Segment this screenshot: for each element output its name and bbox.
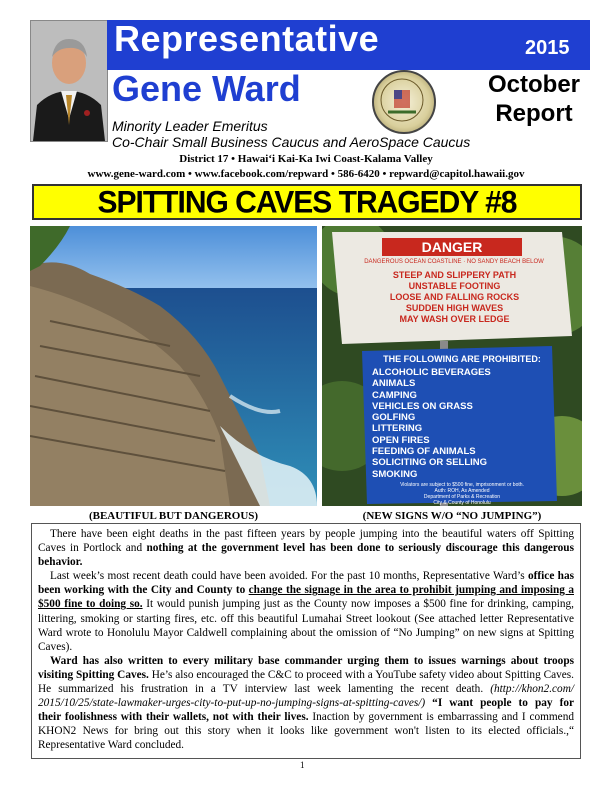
- headline-banner: [32, 184, 582, 220]
- danger-line: LOOSE AND FALLING ROCKS: [389, 292, 520, 302]
- paragraph-3: [38, 654, 574, 753]
- prohibited-item: LITTERING: [372, 423, 423, 435]
- article-body: [31, 523, 581, 759]
- prohibited-footer: Violators are subject to $500 fine, imprisonment or both.: [400, 481, 524, 488]
- p2-bold: office has been working with the City and County to: [38, 570, 574, 597]
- prohibited-item: GOLFING: [372, 412, 416, 424]
- prohibited-sign: [372, 354, 552, 506]
- report-year: 2015: [525, 37, 570, 59]
- danger-line: MAY WASH OVER LEDGE: [399, 314, 510, 324]
- state-seal-icon: [372, 70, 436, 134]
- danger-sign: DANGER: [421, 239, 483, 255]
- danger-line: UNSTABLE FOOTING: [408, 281, 501, 291]
- prohibited-footer: City & County of Honolulu: [433, 499, 491, 506]
- danger-line: SUDDEN HIGH WAVES: [405, 303, 504, 313]
- prohibited-item: ALCOHOLIC BEVERAGES: [372, 367, 491, 378]
- p1-text: There have been eight deaths in the past fifteen years by people jumping into the beautiful waters off Spitting Caves in Portlock and: [38, 528, 574, 555]
- prohibited-item: OPEN FIRES: [372, 434, 430, 446]
- p3-quote: “I want people to pay for their foolishness with their wallets, not with their lives.: [38, 697, 574, 724]
- p2-underline: change the signage in the area to prohibit jumping and imposing a $500 fine to doing so.: [38, 584, 574, 611]
- prohibited-item: VEHICLES ON GRASS: [372, 400, 473, 412]
- title-name: Gene Ward: [112, 68, 301, 109]
- report-month: October: [487, 71, 580, 98]
- prohibited-item: CAMPING: [372, 389, 417, 401]
- left-photo-caption: (BEAUTIFUL BUT DANGEROUS): [88, 510, 259, 522]
- subtitle-caucus: Co-Chair Small Business Caucus and AeroSpace Caucus: [112, 134, 471, 150]
- p3-link[interactable]: (http://khon2.com/ 2015/10/25/state-lawmaker-urges-city-to-put-up-no-jumping-signs-at-spitting-caves/): [38, 683, 574, 710]
- report-label: [478, 70, 590, 128]
- coastline-photo: [30, 226, 317, 506]
- danger-line: STEEP AND SLIPPERY PATH: [392, 270, 517, 280]
- right-photo-caption: (NEW SIGNS W/O “NO JUMPING”): [362, 510, 542, 522]
- p2-text: Last week’s most recent death could have been avoided. For the past 10 months, Representative Ward’s: [50, 570, 528, 583]
- headline: SPITTING CAVES TRAGEDY #8: [97, 185, 517, 220]
- prohibited-heading: THE FOLLOWING ARE PROHIBITED:: [383, 354, 541, 364]
- report-word: Report: [495, 100, 573, 127]
- paragraph-1: [38, 527, 574, 569]
- prohibited-footer: Auth: ROH, As Amended: [434, 487, 490, 494]
- signs-photo: [322, 226, 582, 506]
- p3-bold: Ward has also written to every military base commander urging them to issues warnings about troops visiting Spitting Caves.: [38, 654, 574, 681]
- prohibited-item: SMOKING: [372, 468, 418, 480]
- p3-text: He’s also encouraged the C&C to proceed with a YouTube safety video about Spitting Caves. He summarized his frustration in a TV interview last week lamenting the recent death.: [38, 668, 574, 696]
- p2-text-rest: It would punish jumping just as the County now imposes a $500 fine for drinking, camping, littering, smoking or starting fires, etc. off this beautiful Lumahai Street lookout (See attached letter Representative Ward wrote to Honolulu Mayor Caldwell complaining about the omission of “No Jumping” on new signs at Spitting Caves).: [38, 598, 574, 653]
- danger-sign-lines: [342, 270, 567, 325]
- prohibited-item: ANIMALS: [372, 378, 416, 390]
- representative-portrait: [30, 20, 108, 142]
- page-number: 1: [300, 760, 305, 770]
- p3-text-end: Inaction by government is embarrassing and I commend KHON2 News for bring out this story when it looks like government won't listen to its elected officials.,“ Representative Ward concluded.: [38, 711, 574, 752]
- prohibited-item: FEEDING OF ANIMALS: [372, 446, 476, 458]
- danger-sign-subline: DANGEROUS OCEAN COASTLINE · NO SANDY BEACH BELOW: [364, 259, 544, 265]
- title-representative: Representative: [114, 18, 380, 59]
- p1-bold: nothing at the government level has been done to seriously discourage this dangerous behavior.: [38, 542, 574, 569]
- prohibited-footer: Department of Parks & Recreation: [423, 493, 501, 500]
- prohibited-item: SOLICITING OR SELLING: [372, 457, 488, 469]
- contact-line: www.gene-ward.com • www.facebook.com/repward • 586-6420 • repward@capitol.hawaii.gov: [87, 168, 525, 180]
- subtitle-role: Minority Leader Emeritus: [112, 118, 268, 134]
- paragraph-2: [38, 569, 574, 654]
- district-line: District 17 • Hawai‘i Kai-Ka Iwi Coast-Kalama Valley: [179, 153, 433, 165]
